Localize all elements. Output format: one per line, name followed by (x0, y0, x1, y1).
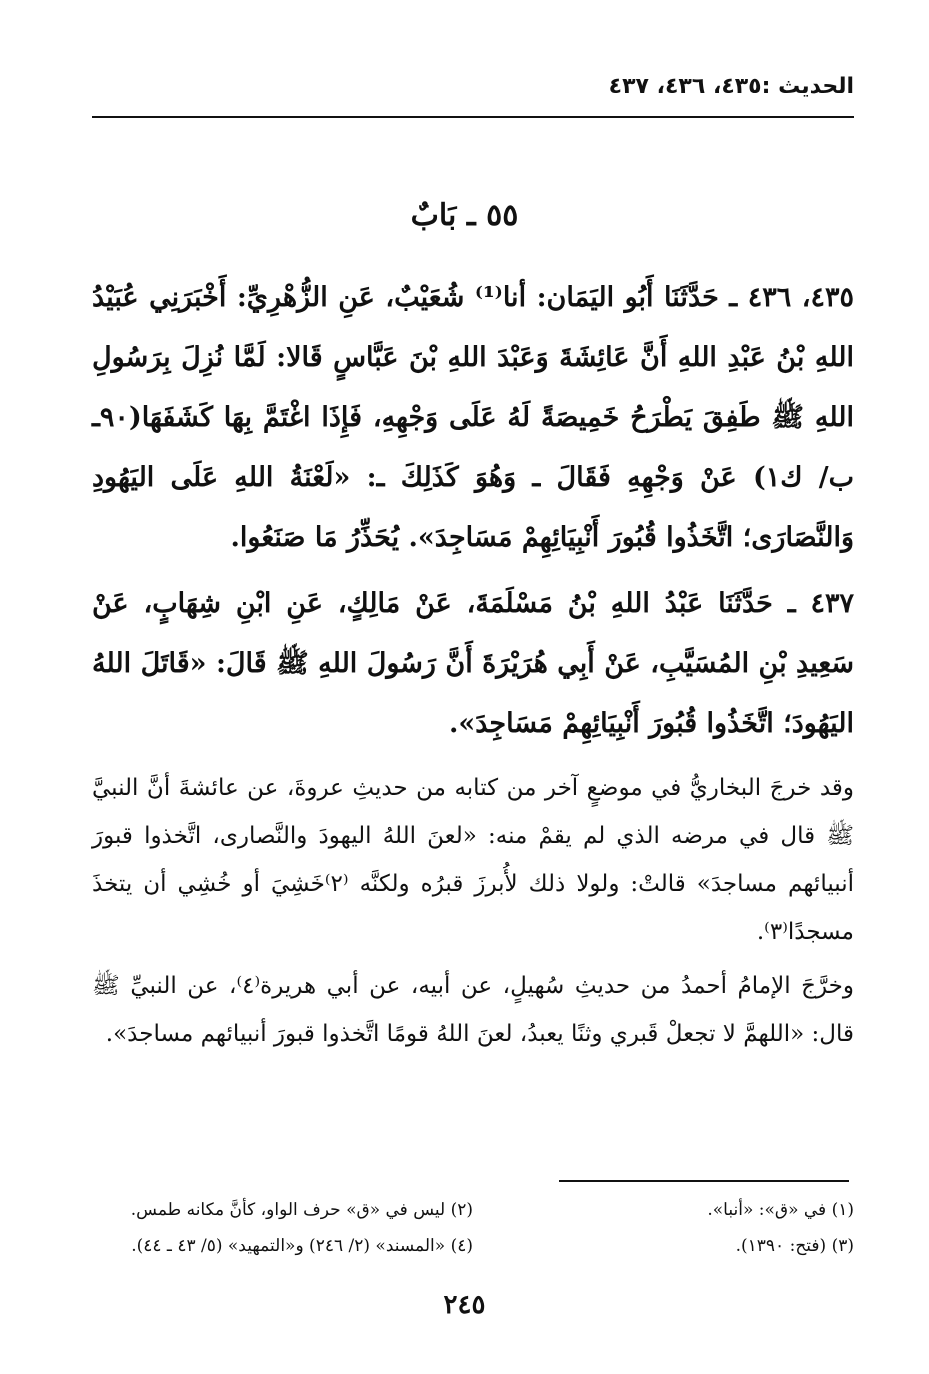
footnote-row (92, 1192, 854, 1228)
footnote-2: (٢) ليس في «ق» حرف الواو، كأنَّ مكانه طمس. (130, 1200, 473, 1220)
commentary-paragraph-1: وقد خرجَ البخاريُّ في موضعٍ آخر من كتابه من حديثِ عروةَ، عن عائشةَ أنَّ النبيَّ ﷺ قال في مرضه الذي لم يقمْ منه: «لعنَ اللهُ اليهودَ والنَّصارى، اتَّخذوا قبورَ أنبيائهم مساجدَ» قالتْ: ولولا ذلك لأُبرزَ قبرُه ولكنَّه ⁽٢⁾خَشِيَ أو خُشِي أن يتخذَ مسجدًا⁽٣⁾. (92, 775, 854, 945)
running-header (92, 62, 854, 118)
footnote-4: (٤) «المسند» (٢/ ٢٤٦) و«التمهيد» (٥/ ٤٣ ـ ٤٤). (131, 1236, 473, 1256)
chapter-title: ٥٥ ـ بَابٌ (410, 198, 519, 233)
hadith-435-436: ٤٣٥، ٤٣٦ ـ حَدَّثَنَا أَبُو اليَمَان: أنا⁽¹⁾ شُعَيْبٌ، عَنِ الزُّهْرِيِّ: أَخْبَرَنِي عُبَيْدُ اللهِ بْنُ عَبْدِ اللهِ أَنَّ عَائِشَةَ وَعَبْدَ اللهِ بْنَ عَبَّاسٍ قَالا: لَمَّا نُزِلَ بِرَسُولِ اللهِ ﷺ طَفِقَ يَطْرَحُ خَمِيصَةً لَهُ عَلَى وَجْهِهِ، فَإِذَا اغْتَمَّ بِهَا كَشَفَهَا(٩٠ـ ب/ ك١) عَنْ وَجْهِهِ فَقَالَ ـ وَهُوَ كَذَلِكَ ـ: «لَعْنَةُ اللهِ عَلَى اليَهُودِ وَالنَّصَارَى؛ اتَّخَذُوا قُبُورَ أَنْبِيَائِهِمْ مَسَاجِدَ». يُحَذِّرُ مَا صَنَعُوا. (92, 282, 855, 553)
header-rule (92, 116, 854, 118)
footnotes (92, 1192, 854, 1264)
footnote-3: (٣) (فتح: ١٣٩٠). (735, 1236, 854, 1256)
commentary-paragraph-2: وخرَّجَ الإمامُ أحمدُ من حديثِ سُهيلٍ، عن أبيه، عن أبي هريرة⁽٤⁾، عن النبيِّ ﷺ قال: «اللهمَّ لا تجعلْ قَبري وثنًا يعبدُ، لعنَ اللهُ قومًا اتَّخذوا قبورَ أنبيائهم مساجدَ». (92, 973, 854, 1047)
hadith-437: ٤٣٧ ـ حَدَّثَنَا عَبْدُ اللهِ بْنُ مَسْلَمَةَ، عَنْ مَالِكٍ، عَنِ ابْنِ شِهَابٍ، عَنْ سَعِيدِ بْنِ المُسَيَّبِ، عَنْ أَبِي هُرَيْرَةَ أَنَّ رَسُولَ اللهِ ﷺ قَالَ: «قَاتَلَ اللهُ اليَهُودَ؛ اتَّخَذُوا قُبُورَ أَنْبِيَائِهِمْ مَسَاجِدَ». (92, 588, 854, 739)
footnote-rule (559, 1180, 849, 1182)
page-number: ٢٤٥ (443, 1290, 486, 1320)
footnote-1: (١) في «ق»: «أنبا». (707, 1200, 854, 1220)
header-title: الحديث :٤٣٥، ٤٣٦، ٤٣٧ (608, 74, 854, 99)
footnote-row (92, 1228, 854, 1264)
